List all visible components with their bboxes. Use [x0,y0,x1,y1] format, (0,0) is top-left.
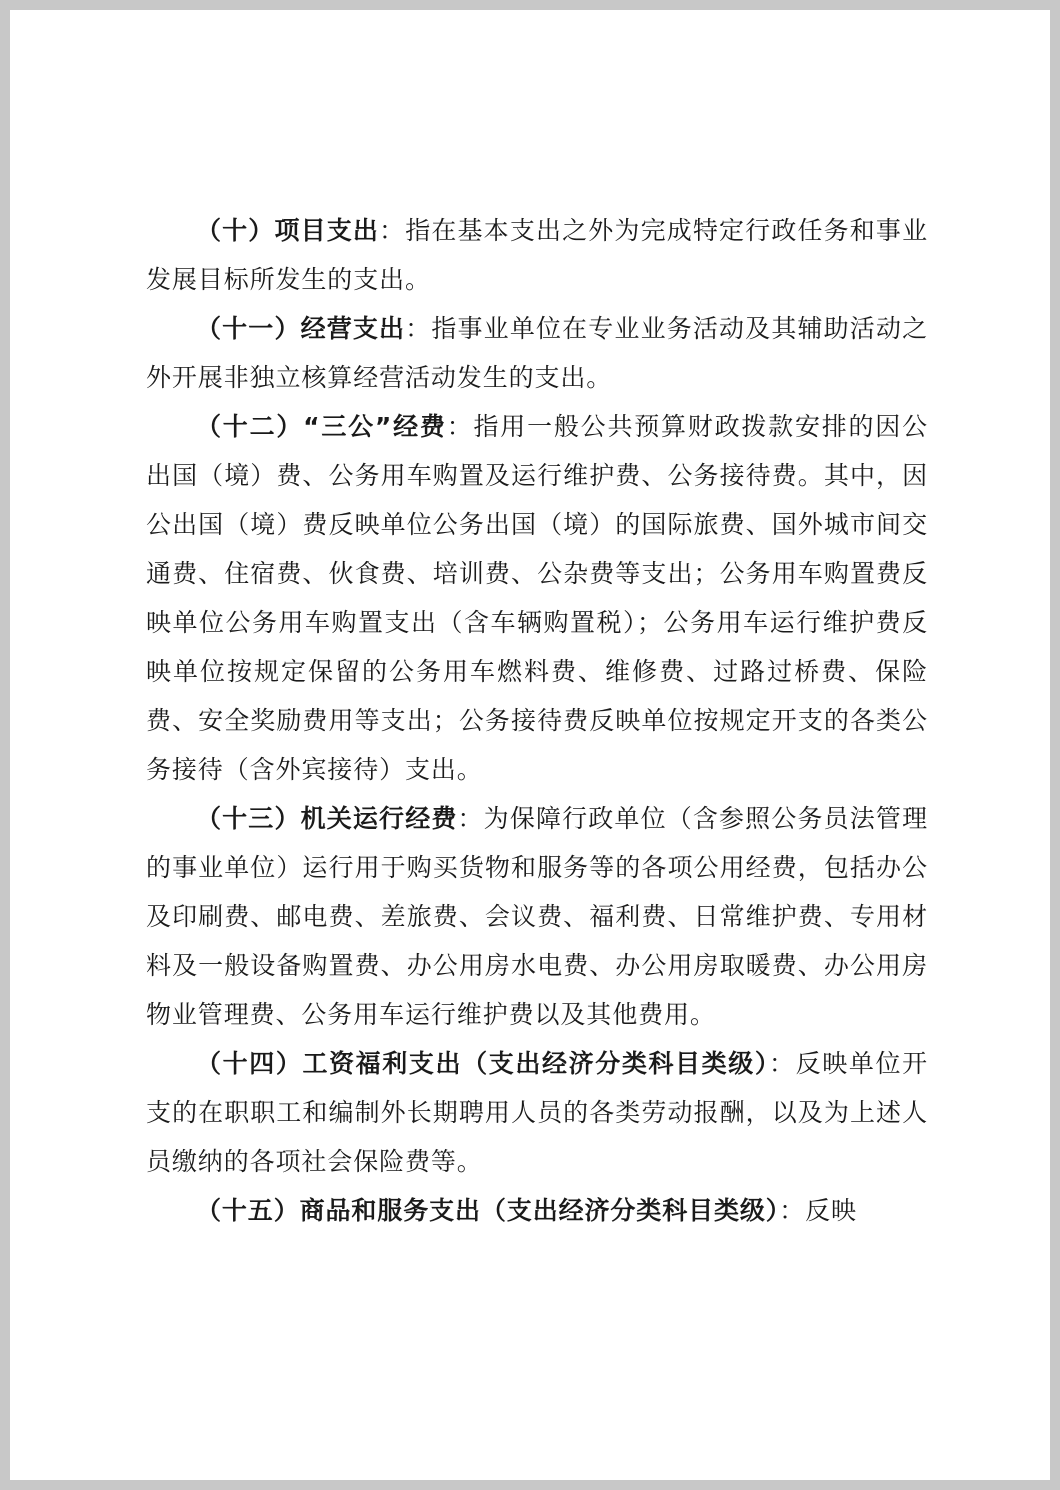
paragraph-operating-expenditure [146,304,928,402]
paragraph-agency-operating-funds [146,794,928,1039]
paragraph-text: ：反映单位开支的在职职工和编制外长期聘用人员的各类劳动报酬，以及为上述人员缴纳的各项社会保险费等。 [146,1049,928,1176]
term-heading: （十四）工资福利支出（支出经济分类科目类级） [196,1049,770,1078]
paragraph-wage-welfare-expenditure [146,1039,928,1186]
paragraph-text: ：指用一般公共预算财政拨款安排的因公出国（境）费、公务用车购置及运行维护费、公务接待费。其中，因公出国（境）费反映单位公务出国（境）的国际旅费、国外城市间交通费、住宿费、伙食费、培训费、公杂费等支出；公务用车购置费反映单位公务用车购置支出（含车辆购置税）；公务用车运行维护费反映单位按规定保留的公务用车燃料费、维修费、过路过桥费、保险费、安全奖励费用等支出；公务接待费反映单位按规定开支的各类公务接待（含外宾接待）支出。 [146,412,928,784]
paragraph-goods-services-expenditure [146,1186,928,1235]
term-heading: （十）项目支出 [196,216,380,245]
term-heading: （十五）商品和服务支出（支出经济分类科目类级） [196,1196,780,1225]
term-heading: （十三）机关运行经费 [196,804,458,833]
paragraph-text: ：为保障行政单位（含参照公务员法管理的事业单位）运行用于购买货物和服务等的各项公用经费，包括办公及印刷费、邮电费、差旅费、会议费、福利费、日常维护费、专用材料及一般设备购置费、办公用房水电费、办公用房取暖费、办公用房物业管理费、公务用车运行维护费以及其他费用。 [146,804,928,1029]
paragraph-three-public-expenses [146,402,928,794]
term-heading: （十一）经营支出 [196,314,406,343]
document-body [146,206,928,1235]
paragraph-text: ：指事业单位在专业业务活动及其辅助活动之外开展非独立核算经营活动发生的支出。 [146,314,928,392]
document-page [10,10,1050,1480]
paragraph-text: ：指在基本支出之外为完成特定行政任务和事业发展目标所发生的支出。 [146,216,928,294]
paragraph-text: ：反映 [779,1196,857,1225]
term-heading: （十二）“三公”经费 [196,412,447,441]
paragraph-project-expenditure [146,206,928,304]
